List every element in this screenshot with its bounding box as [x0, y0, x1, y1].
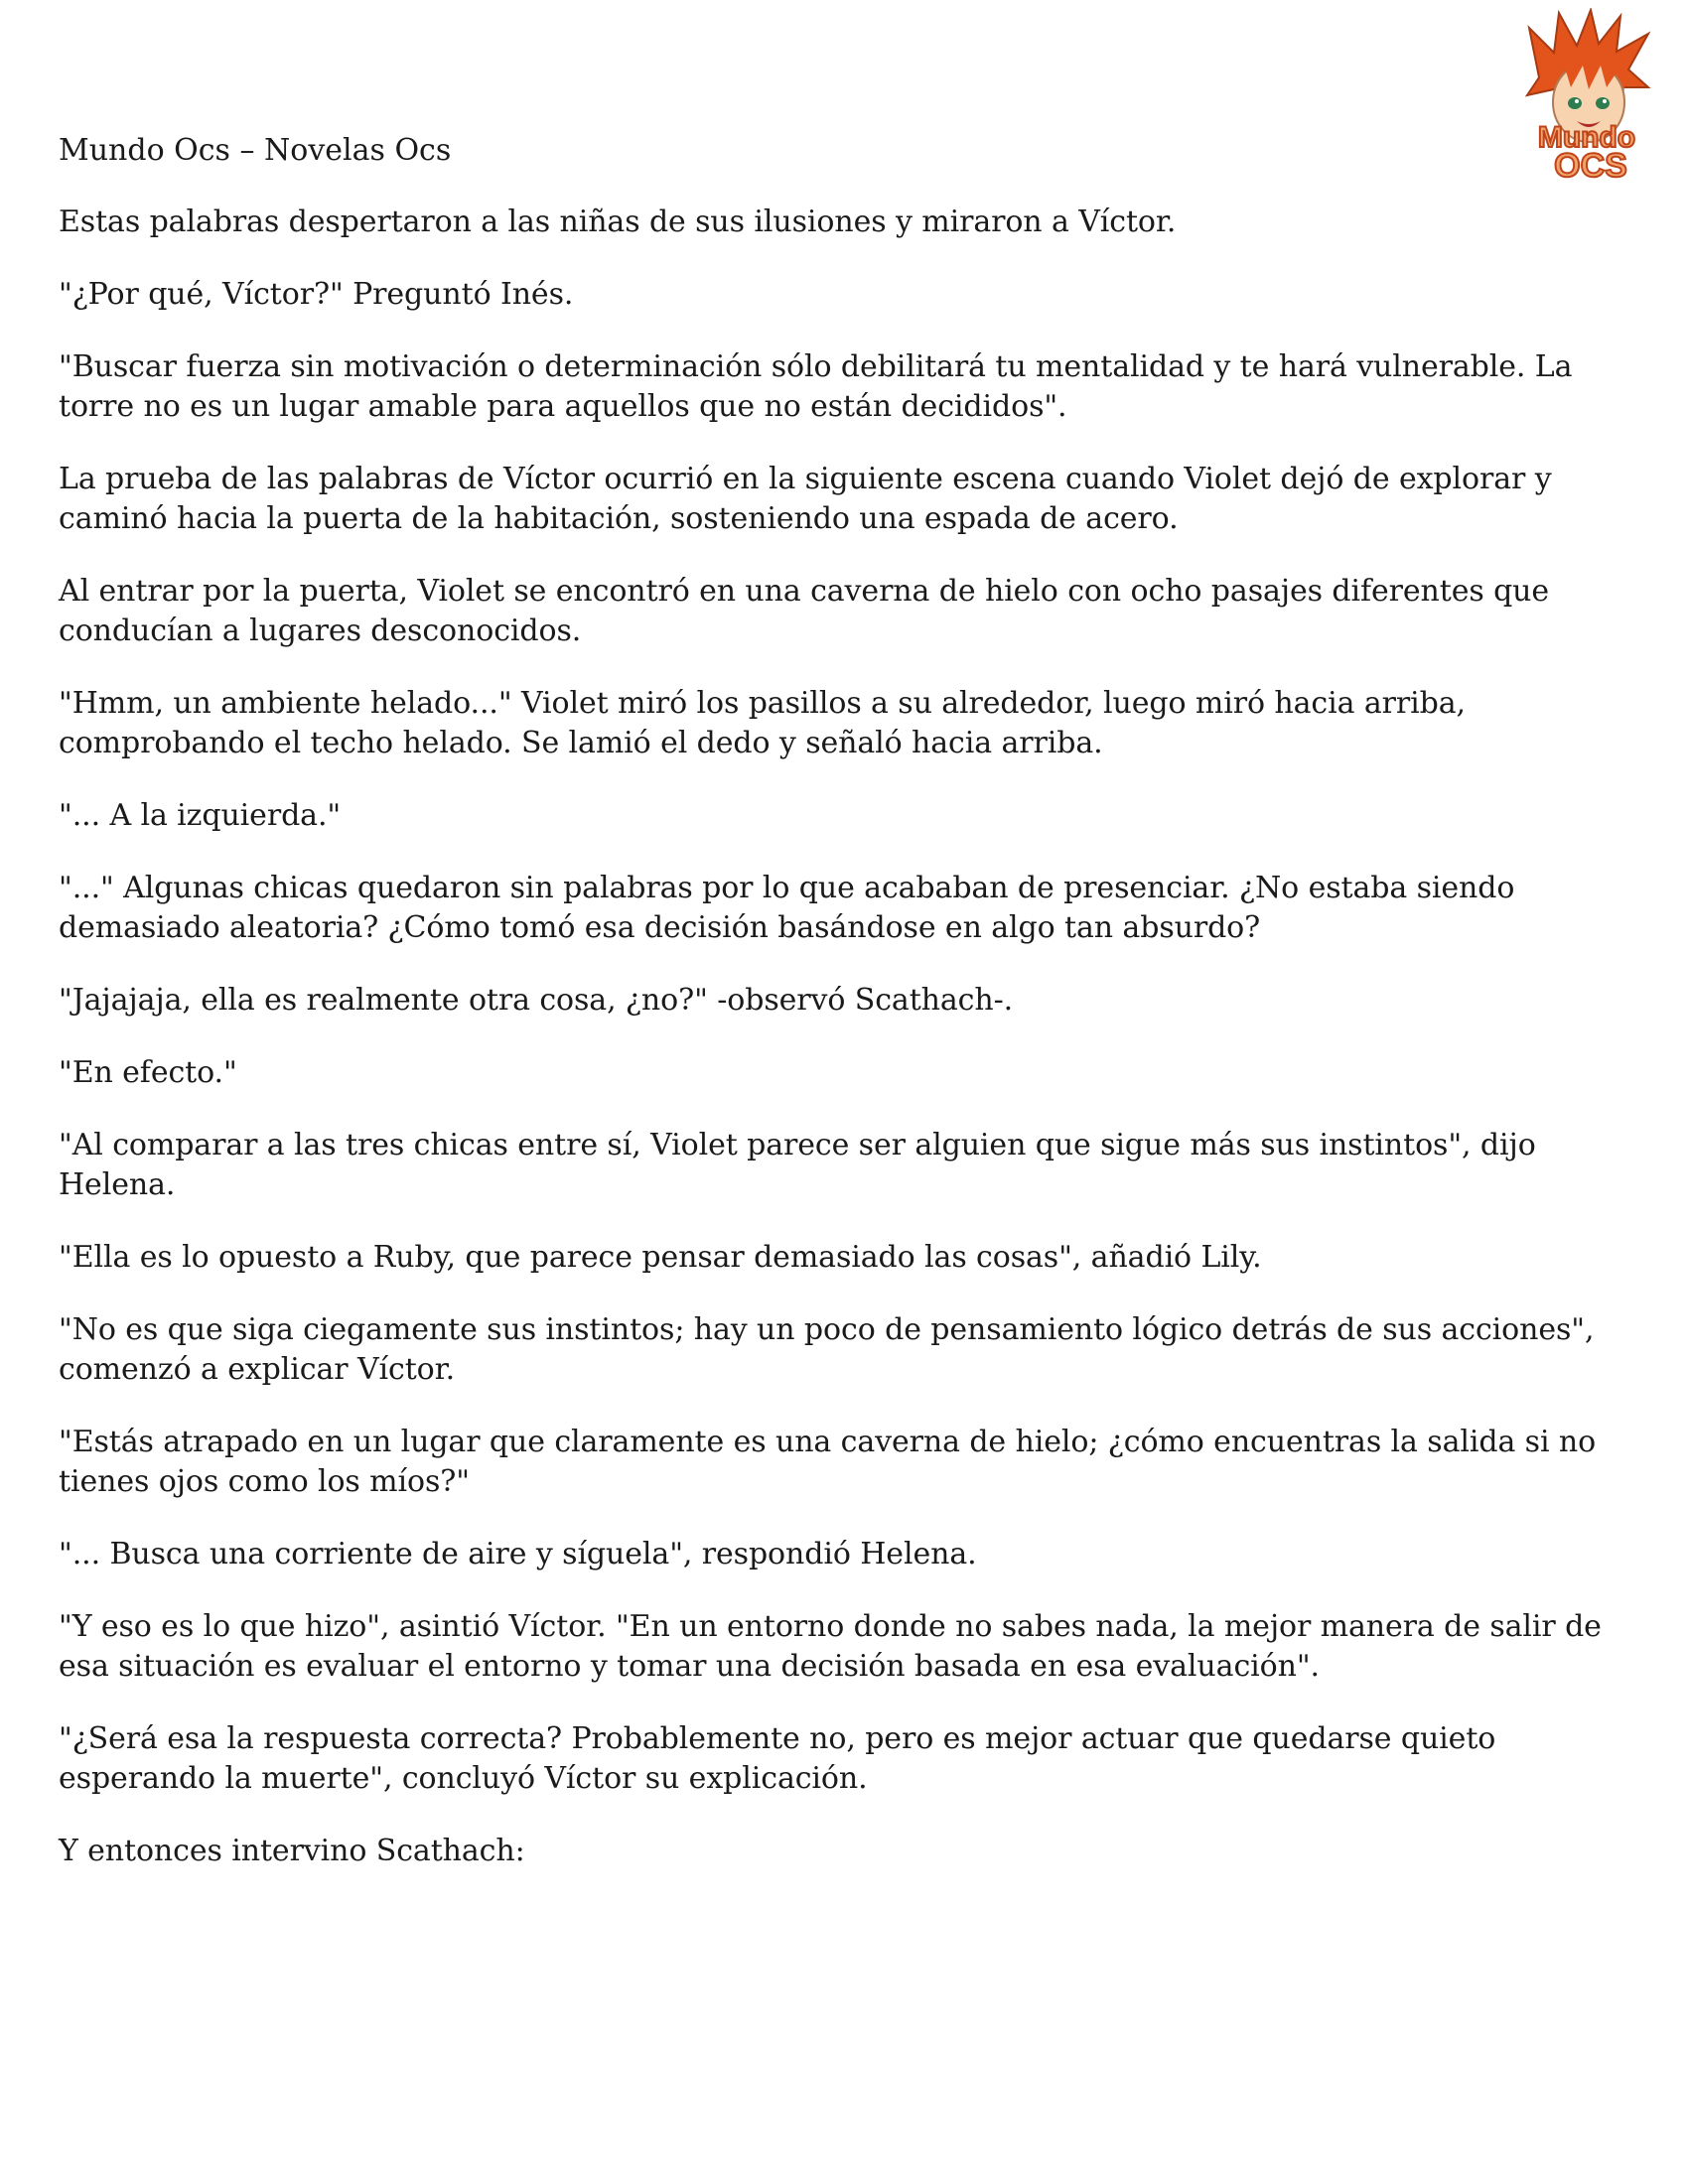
- document-page: [59, 131, 1647, 1904]
- paragraph: "¿Por qué, Víctor?" Preguntó Inés.: [59, 277, 574, 312]
- paragraph: "... A la izquierda.": [59, 798, 342, 833]
- logo-text-mundo: Mundo: [1537, 121, 1636, 154]
- paragraph: "Y eso es lo que hizo", asintió Víctor. "En un entorno donde no sabes nada, la mejor manera de salir de esa situación es evaluar el entorno y tomar una decisión basada en esa evaluación".: [59, 1609, 1602, 1684]
- paragraph: "Estás atrapado en un lugar que claramente es una caverna de hielo; ¿cómo encuentras la salida si no tienes ojos como los míos?": [59, 1425, 1597, 1499]
- paragraph: Estas palabras despertaron a las niñas de sus ilusiones y miraron a Víctor.: [59, 205, 1177, 239]
- paragraph: "¿Será esa la respuesta correcta? Probablemente no, pero es mejor actuar que quedarse quieto esperando la muerte", concluyó Víctor su explicación.: [59, 1721, 1496, 1796]
- paragraph: "No es que siga ciegamente sus instintos; hay un poco de pensamiento lógico detrás de sus acciones", comenzó a explicar Víctor.: [59, 1312, 1595, 1387]
- paragraph: "... Busca una corriente de aire y síguela", respondió Helena.: [59, 1537, 977, 1571]
- paragraph: "Al comparar a las tres chicas entre sí, Violet parece ser alguien que sigue más sus instintos", dijo Helena.: [59, 1128, 1536, 1202]
- paragraph: Y entonces intervino Scathach:: [59, 1834, 525, 1868]
- document-header: Mundo Ocs – Novelas Ocs: [59, 133, 452, 168]
- paragraph: Al entrar por la puerta, Violet se encontró en una caverna de hielo con ocho pasajes diferentes que conducían a lugares desconocidos.: [59, 574, 1550, 648]
- paragraph: "En efecto.": [59, 1055, 237, 1090]
- paragraph: "Buscar fuerza sin motivación o determinación sólo debilitará tu mentalidad y te hará vulnerable. La torre no es un lugar amable para aquellos que no están decididos".: [59, 349, 1573, 424]
- paragraph: "Ella es lo opuesto a Ruby, que parece pensar demasiado las cosas", añadió Lily.: [59, 1240, 1262, 1275]
- logo-text-ocs: OCS: [1554, 147, 1627, 182]
- paragraph: La prueba de las palabras de Víctor ocurrió en la siguiente escena cuando Violet dejó de explorar y caminó hacia la puerta de la habitación, sosteniendo una espada de acero.: [59, 462, 1552, 536]
- paragraph: "Hmm, un ambiente helado..." Violet miró los pasillos a su alrededor, luego miró hacia arriba, comprobando el techo helado. Se lamió el dedo y señaló hacia arriba.: [59, 686, 1466, 760]
- paragraph: "Jajajaja, ella es realmente otra cosa, ¿no?" -observó Scathach-.: [59, 983, 1014, 1018]
- paragraph: "..." Algunas chicas quedaron sin palabras por lo que acababan de presenciar. ¿No estaba siendo demasiado aleatoria? ¿Cómo tomó esa decisión basándose en algo tan absurdo?: [59, 871, 1515, 945]
